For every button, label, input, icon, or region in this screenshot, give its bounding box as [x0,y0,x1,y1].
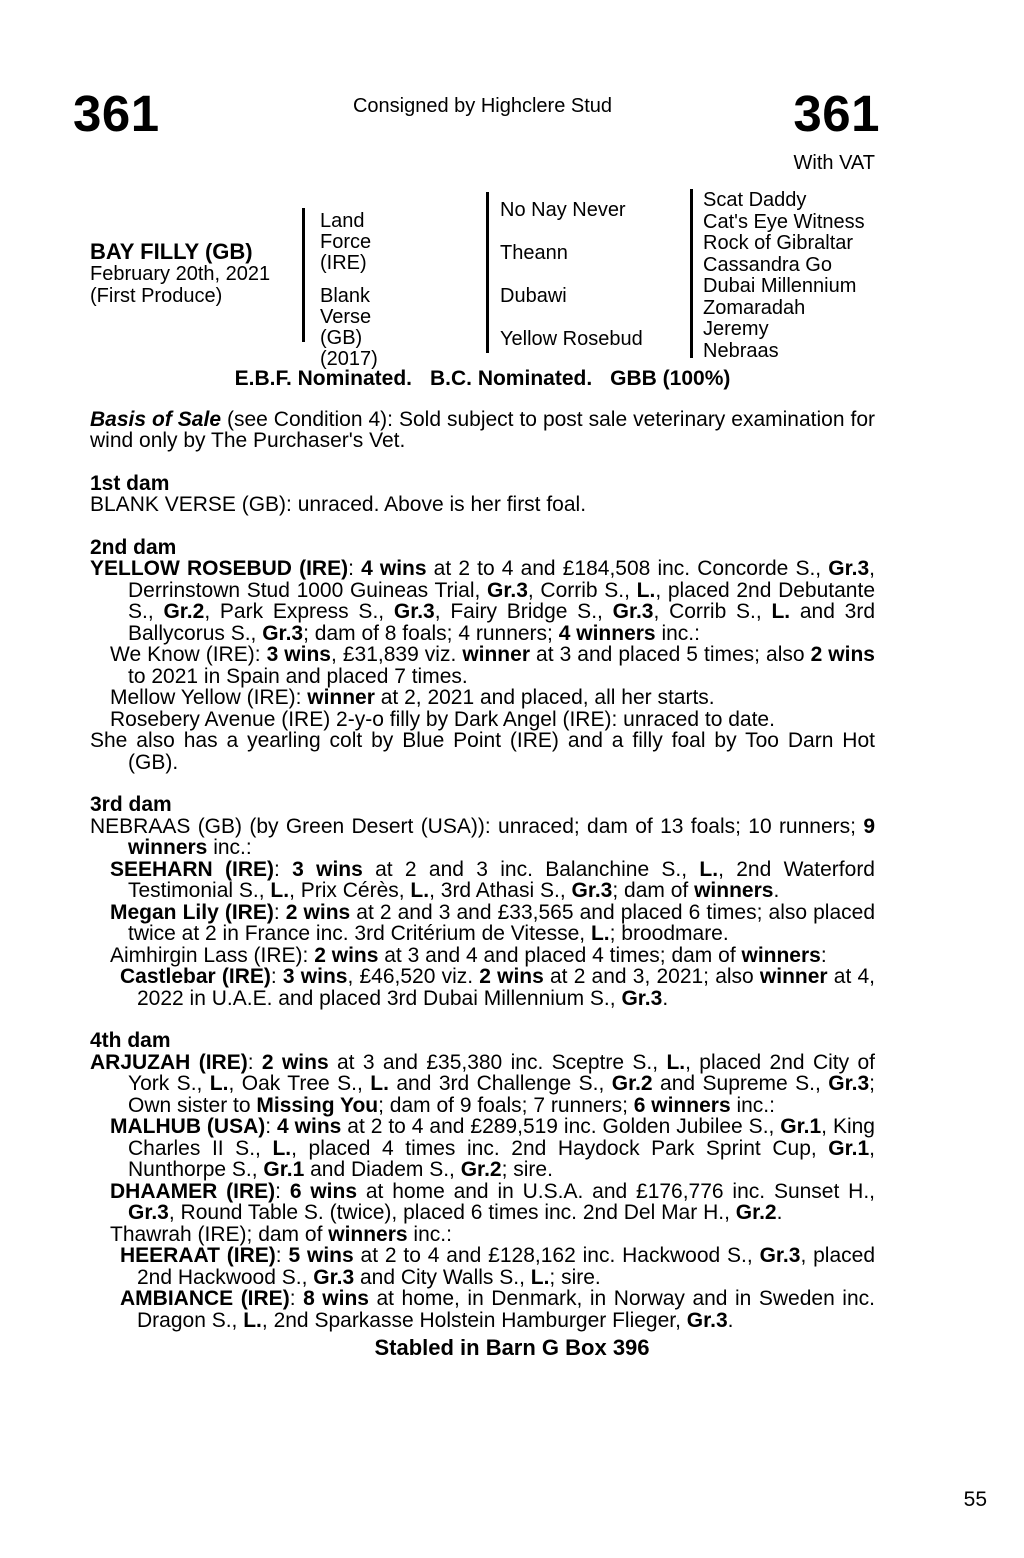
page-body [90,368,875,1331]
text-segment: winners [328,1222,408,1246]
pedigree-paragraph [90,859,875,902]
text-segment: , Nunthorpe S., [128,1136,876,1181]
pedigree-paragraph [90,709,875,731]
text-segment: 6 wins [289,1179,358,1203]
text-segment: at 2 to 4 and £128,162 inc. Hackwood S., [353,1244,760,1267]
pedigree-name: Jeremy [703,318,769,340]
text-segment: inc.: [730,1093,775,1117]
text-segment: . [776,1201,783,1224]
text-segment: , Corrib S., [653,600,772,623]
text-segment: Aimhirgin Lass (IRE): [110,943,315,967]
sire-name-block [320,211,371,274]
pedigree-name: Yellow Rosebud [500,328,643,350]
pedigree-divider-3 [690,189,693,358]
pedigree-paragraph [90,1245,875,1288]
text-segment: at 3 and placed 5 times; also [530,643,811,666]
text-segment: . [662,986,669,1010]
text-segment: ; sire. [501,1158,553,1181]
pedigree-paragraph [90,1116,875,1181]
text-segment: at home, in Denmark, in Norway and in Sweden inc. Dragon S., [137,1287,875,1332]
text-segment: 3 wins [266,643,331,666]
text-segment: and City Walls S., [354,1265,531,1289]
dam-heading: 3rd dam [90,793,172,816]
pedigree-name: Cassandra Go [703,253,832,276]
text-segment: We Know (IRE): [110,643,267,666]
text-segment: , 2nd Sparkasse Holstein Hamburger Flieger, [261,1308,687,1332]
subject-name: BAY FILLY (GB) [90,239,253,264]
text-segment: : [275,1179,290,1203]
text-segment: 9 winners [128,814,875,859]
text-segment: L. [209,1072,229,1095]
text-segment: L. [590,922,610,945]
text-segment: Gr.2 [163,600,205,623]
text-segment: winners [694,879,774,902]
stabling-note: Stabled in Barn G Box 396 [374,1335,650,1360]
text-segment: Gr.2 [460,1158,502,1181]
pedigree-table [0,185,1024,380]
text-segment: , Prix Cérès, [289,879,411,902]
text-segment: : [247,1050,262,1074]
pedigree-name: Dubai Millennium [703,275,857,297]
pedigree-name: Scat Daddy [703,189,807,211]
text-segment: at 2 and 3 inc. Balanchine S., [362,857,700,881]
text-segment: 3 wins [292,857,363,881]
pedigree-name: Nebraas [703,339,779,362]
dam-heading: 2nd dam [90,535,177,559]
text-segment: winner [307,686,375,709]
text-segment: Gr.3 [828,557,870,580]
text-segment: Thawrah (IRE); dam of [110,1222,329,1246]
text-segment: Gr.3 [571,879,613,902]
text-segment: , £31,839 viz. [330,643,463,666]
dam-heading: 1st dam [90,471,170,495]
pedigree-name: Blank Verse [320,285,372,328]
text-segment: L. [370,1072,389,1095]
pedigree-divider-2 [486,192,489,353]
text-segment: She also has a yearling colt by Blue Point (IRE) and a filly foal by Too Darn Hot (GB). [90,729,875,774]
nominations-line [90,368,875,390]
text-segment: 8 wins [303,1287,369,1310]
lot-number-right: 361 [793,85,880,142]
text-segment: L. [410,879,430,902]
text-segment: , Derrinstown Stud 1000 Guineas Trial, [128,557,875,602]
text-segment: Gr.1 [780,1115,822,1138]
text-segment: , placed 2nd City of York S., [128,1050,876,1095]
basis-of-sale [90,409,875,452]
text-segment: and Supreme S., [652,1072,829,1095]
text-segment: and Diadem S., [304,1158,461,1181]
pedigree-paragraph [90,1224,875,1246]
text-segment: Gr.3 [313,1265,355,1289]
pedigree-paragraph [90,687,875,709]
text-segment: ; dam of [612,879,695,902]
text-segment: ARJUZAH (IRE) [90,1050,248,1074]
pedigree-paragraph [90,730,875,773]
text-segment: , 3rd Athasi S., [429,879,572,902]
text-segment: Gr.1 [828,1136,870,1160]
text-segment: 2 wins [261,1050,329,1074]
text-segment: at 3 and 4 and placed 4 times; dam of [378,943,742,967]
text-segment: Gr.3 [393,600,435,623]
foaling-date: February 20th, 2021 [90,263,271,285]
text-segment: : [289,1287,304,1310]
text-segment: at 2, 2021 and placed, all her starts. [374,686,715,709]
text-segment: inc.: [207,836,252,859]
text-segment: NEBRAAS (GB) (by Green Desert (USA)): unraced; dam of 13 foals; 10 runners; [90,814,864,838]
pedigree-paragraph [90,902,875,945]
vat-note: With VAT [793,152,875,174]
pedigree-paragraph [90,816,875,859]
text-segment: . [773,879,780,902]
text-segment: Gr.2 [735,1201,777,1224]
text-segment: L. [666,1050,686,1074]
text-segment: to 2021 in Spain and placed 7 times. [128,664,468,688]
text-segment: L. [270,879,290,902]
text-segment: ; dam of 9 foals; 7 runners; [378,1093,634,1117]
pedigree-paragraph [90,1181,875,1224]
text-segment: BLANK VERSE (GB): unraced. Above is her first foal. [90,493,587,516]
lot-number-left: 361 [73,85,160,142]
pedigree-name: Zomaradah [703,296,806,319]
subject-block [90,241,270,307]
text-segment: ; Own sister to [128,1072,875,1117]
text-segment: Gr.3 [128,1201,169,1224]
page-number: 55 [963,1488,987,1511]
pedigree-paragraph [90,1288,875,1331]
text-segment: , Fairy Bridge S., [434,600,613,623]
pedigree-name: Dubawi [500,285,567,307]
text-segment: Gr.3 [612,600,654,623]
text-segment: (see Condition 4): Sold subject to post sale veterinary examination for wind only by The Purchaser's Vet. [90,407,875,452]
text-segment: : [275,1244,289,1267]
dam-sections [90,473,875,1332]
pedigree-paragraph [90,966,875,1009]
text-segment: Gr.3 [487,578,528,602]
text-segment: ; sire. [549,1265,601,1289]
text-segment: inc.: [407,1222,452,1246]
text-segment: , King Charles II S., [128,1115,875,1160]
dam-name-block [320,286,378,370]
text-segment: SEEHARN (IRE) [110,857,274,881]
text-segment: Megan Lily (IRE) [110,900,274,924]
text-segment: : [273,857,293,881]
text-segment: at 2 to 4 and £289,519 inc. Golden Jubilee S., [341,1115,781,1138]
text-segment: at 2 to 4 and £184,508 inc. Concorde S., [426,557,829,580]
text-segment: , Oak Tree S., [228,1072,371,1095]
text-segment: , placed 2nd Hackwood S., [137,1244,875,1289]
text-segment: 5 wins [288,1244,354,1267]
text-segment: at 2 and 3, 2021; also [543,965,760,988]
pedigree-name: Cat's Eye Witness [703,210,865,233]
text-segment: : [273,900,286,924]
text-segment: : [348,557,362,580]
dam-heading: 4th dam [90,1029,171,1052]
text-segment: DHAAMER (IRE) [110,1179,276,1203]
text-segment: and 3rd Ballycorus S., [128,600,875,645]
text-segment: Castlebar (IRE) [120,965,271,988]
text-segment: Gr.1 [263,1158,305,1181]
text-segment: , placed 4 times inc. 2nd Haydock Park Sprint Cup, [291,1136,829,1160]
text-segment: Gr.3 [828,1072,870,1095]
text-segment: 3 wins [282,965,348,988]
text-segment: L. [243,1308,262,1332]
text-segment: , Park Express S., [204,600,394,623]
text-segment: ; dam of 8 foals; 4 runners; [303,621,559,645]
pedigree-paragraph [90,945,875,967]
text-segment: MALHUB (USA) [110,1115,266,1138]
text-segment: , Corrib S., [527,578,637,602]
text-segment: L. [272,1136,292,1160]
text-segment: , 2nd Waterford Testimonial S., [128,857,875,902]
pedigree-paragraph [90,558,875,644]
pedigree-name: (GB) [320,327,363,349]
pedigree-name: No Nay Never [500,199,626,221]
pedigree-name: Land Force [320,210,372,253]
text-segment: Missing You [256,1093,379,1117]
text-segment: and 3rd Challenge S., [388,1072,612,1095]
text-segment: Basis of Sale [90,407,221,431]
text-segment: 2 wins [314,943,379,967]
nomination-item: E.B.F. Nominated. [234,367,412,390]
pedigree-name: (2017) [320,348,378,370]
text-segment: , placed 2nd Debutante S., [128,578,875,623]
great-grandparents-column [703,190,865,362]
text-segment: 4 wins [277,1115,342,1138]
text-segment: winners [741,943,821,967]
text-segment: 6 winners [633,1093,731,1117]
text-segment: Gr.3 [686,1308,728,1332]
nomination-item: B.C. Nominated. [429,367,593,390]
text-segment: Gr.2 [611,1072,653,1095]
text-segment: HEERAAT (IRE) [120,1244,276,1267]
nomination-item: GBB (100%) [610,367,731,390]
produce-note: (First Produce) [90,285,223,307]
text-segment: winner [462,643,530,666]
text-segment: Rosebery Avenue (IRE) 2-y-o filly by Dark Angel (IRE): unraced to date. [110,707,775,731]
pedigree-name: Rock of Gibraltar [703,232,854,254]
pedigree-paragraph [90,644,875,687]
text-segment: 4 wins [361,557,427,580]
text-segment: at 4, 2022 in U.A.E. and placed 3rd Dubai Millennium S., [137,965,876,1010]
text-segment: Gr.3 [621,986,663,1010]
text-segment: : [820,943,827,967]
text-segment: L. [530,1265,550,1289]
text-segment: 4 winners [558,621,656,645]
pedigree-name: (IRE) [320,252,367,274]
text-segment: ; broodmare. [609,922,729,945]
pedigree-paragraph [90,1052,875,1117]
text-segment: , £46,520 viz. [347,965,480,988]
text-segment: YELLOW ROSEBUD (IRE) [90,557,349,580]
text-segment: . [727,1308,734,1332]
text-segment: L. [699,857,719,881]
text-segment: at home and in U.S.A. and £176,776 inc. Sunset H., [357,1179,875,1203]
text-segment: 2 wins [479,965,544,988]
text-segment: : [270,965,283,988]
pedigree-divider-1 [302,208,305,342]
text-segment: AMBIANCE (IRE) [120,1287,290,1310]
text-segment: 2 wins [285,900,351,924]
text-segment: L. [636,578,656,602]
text-segment: at 3 and £35,380 inc. Sceptre S., [328,1050,667,1074]
text-segment: inc.: [655,621,700,645]
pedigree-name: Theann [500,242,568,264]
text-segment: : [265,1115,278,1138]
text-segment: Gr.3 [759,1244,801,1267]
text-segment: at 2 and 3 and £33,565 and placed 6 times; also placed twice at 2 in France inc. 3rd Critérium de Vitesse, [128,900,875,945]
pedigree-paragraph [90,494,875,516]
text-segment: , Round Table S. (twice), placed 6 times inc. 2nd Del Mar H., [168,1201,736,1224]
grandparents-column [500,200,643,350]
text-segment: winner [759,965,828,988]
text-segment: Mellow Yellow (IRE): [110,686,308,709]
consignor-line: Consigned by Highclere Stud [352,95,613,117]
text-segment: Gr.3 [262,621,304,645]
text-segment: 2 wins [810,643,875,666]
text-segment: L. [771,600,791,623]
